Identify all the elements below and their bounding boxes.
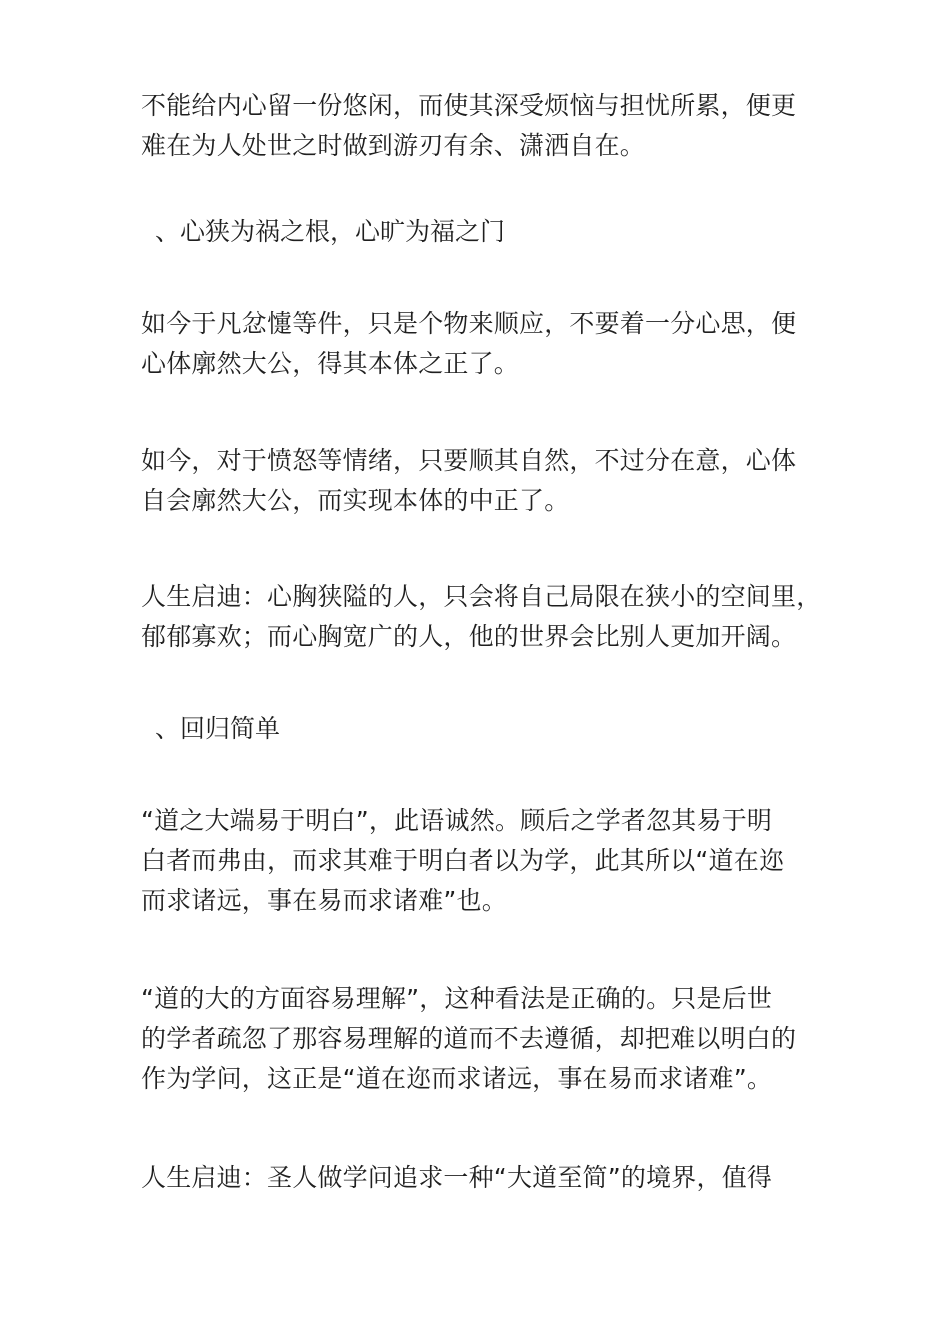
section-heading-1: 、心狭为祸之根，心旷为福之门	[155, 217, 506, 246]
text-line: 人生启迪：心胸狭隘的人，只会将自己局限在狭小的空间里，	[141, 582, 822, 611]
section-heading-2: 、回归简单	[155, 714, 281, 743]
text-line: 如今于凡忿懥等件，只是个物来顺应，不要着一分心思，便	[141, 309, 797, 338]
text-line: 如今，对于愤怒等情绪，只要顺其自然，不过分在意，心体	[141, 446, 797, 475]
text-line: 白者而弗由，而求其难于明白者以为学，此其所以“道在迩	[141, 846, 785, 875]
paragraph-5	[141, 801, 821, 921]
text-line: 作为学问，这正是“道在迩而求诸远，事在易而求诸难”。	[141, 1064, 773, 1093]
paragraph-6	[141, 979, 821, 1099]
text-line: 不能给内心留一份悠闲，而使其深受烦恼与担忧所累，便更	[141, 91, 797, 120]
text-line: 心体廓然大公，得其本体之正了。	[141, 349, 520, 378]
paragraph-2	[141, 304, 821, 384]
paragraph-3	[141, 441, 821, 521]
text-line: 的学者疏忽了那容易理解的道而不去遵循，却把难以明白的	[141, 1024, 797, 1053]
text-line: 而求诸远，事在易而求诸难”也。	[141, 886, 507, 915]
text-line: 人生启迪：圣人做学问追求一种“大道至简”的境界，值得	[141, 1163, 773, 1192]
paragraph-7	[141, 1158, 821, 1198]
text-line: 自会廓然大公，而实现本体的中正了。	[141, 486, 570, 515]
paragraph-1	[141, 86, 821, 166]
text-line: “道之大端易于明白”，此语诚然。顾后之学者忽其易于明	[141, 806, 773, 835]
text-line: 郁郁寡欢；而心胸宽广的人，他的世界会比别人更加开阔。	[141, 622, 797, 651]
text-line: “道的大的方面容易理解”，这种看法是正确的。只是后世	[141, 984, 773, 1013]
text-line: 难在为人处世之时做到游刃有余、潇洒自在。	[141, 131, 646, 160]
paragraph-4	[141, 577, 821, 657]
